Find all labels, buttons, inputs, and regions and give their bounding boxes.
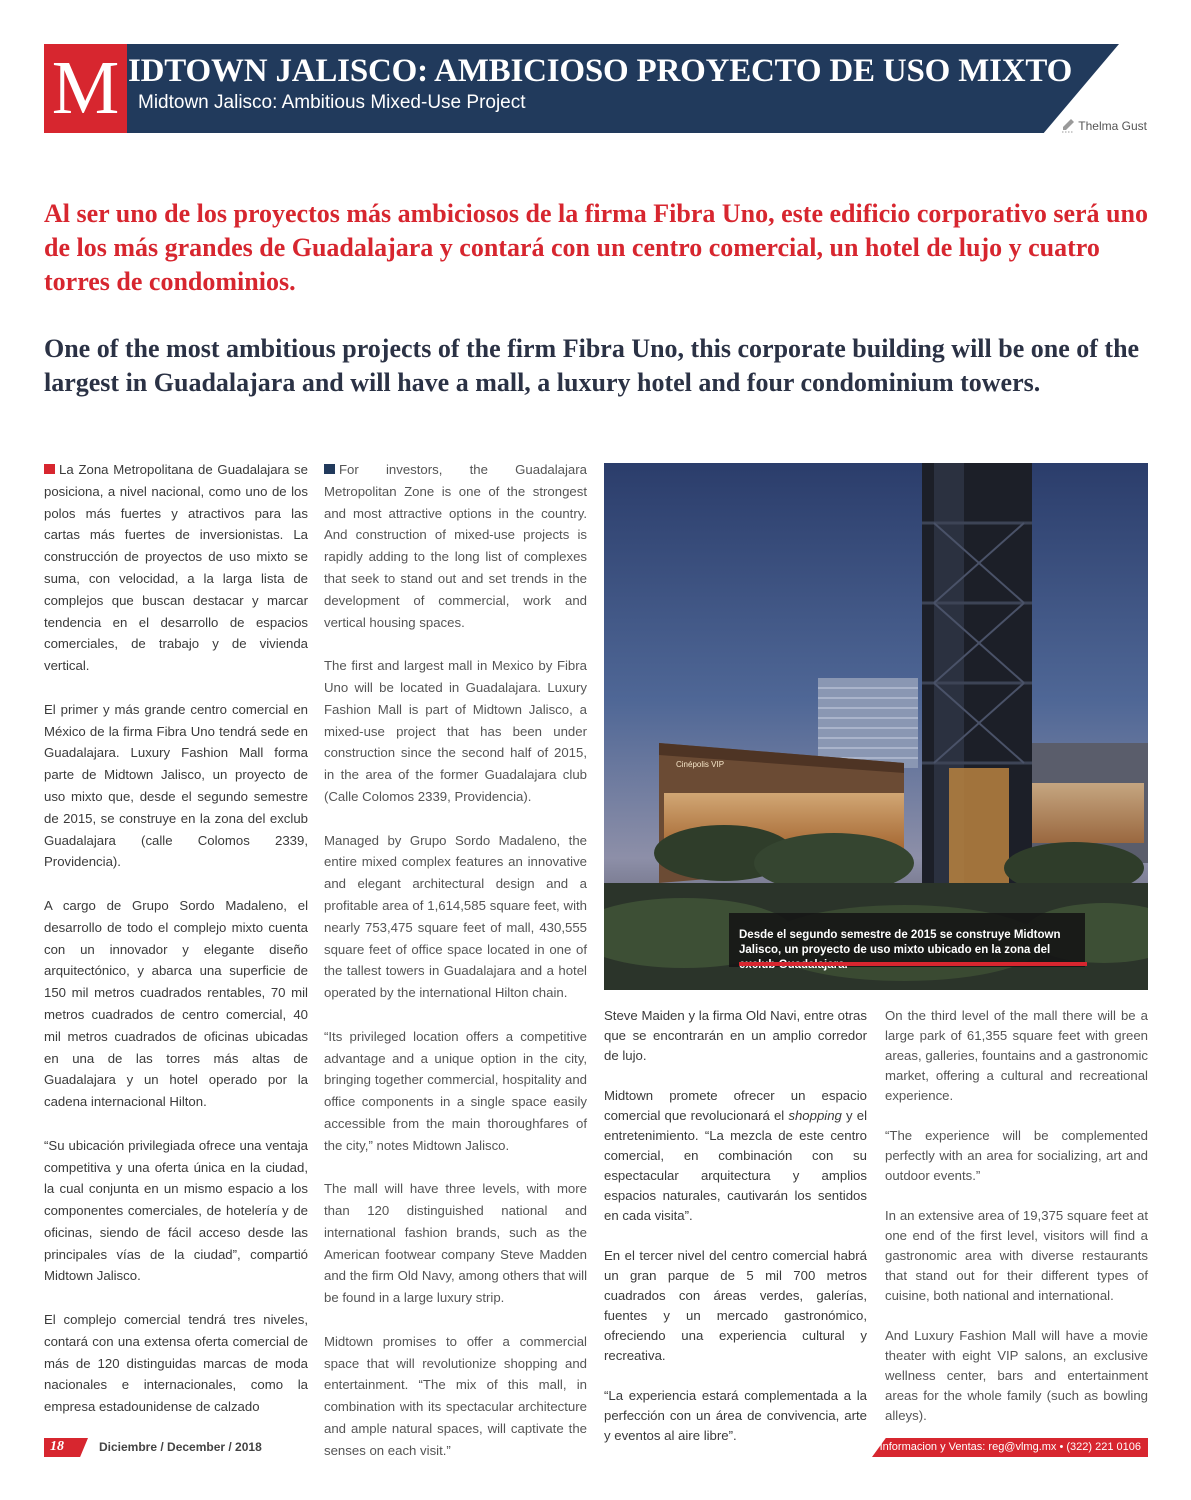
paragraph: On the third level of the mall there will be a large park of 61,355 square feet with green areas, galleries, fountains and a gastronomic market, offering a cultural and recreational experience.: [885, 1008, 1148, 1103]
page-number: 18: [50, 1439, 64, 1454]
photo-caption: Desde el segundo semestre de 2015 se construye Midtown Jalisco, un proyecto de uso mixto ubicado en la zona del: [739, 929, 1061, 956]
paragraph: “Su ubicación privilegiada ofrece una ventaja competitiva y una oferta única en la ciudad, la cual conjunta en un mismo espacio a los componentes comerciales, de hotelería y de oficinas, siendo de fácil acceso desde las principales vías de la ciudad”, compartió Midtown Jalisco.: [44, 1137, 308, 1284]
cinema-sign: Cinépolis VIP: [676, 760, 725, 769]
paragraph: Midtown promete ofrecer un espacio comercial que revolucionará el shopping y el entretenimiento. “La mezcla de este centro comercial, en combinación con su espectacular arquitectura y amplios espacios naturales, cautivarán los sentidos en cada visita”.: [604, 1088, 867, 1223]
navy-square-marker: [324, 464, 335, 474]
pen-icon: [1061, 118, 1075, 134]
paragraph: In an extensive area of 19,375 square feet at one end of the first level, visitors will find a gastronomic area with diverse restaurants that stand out for their different types of cuisine, both national and international.: [885, 1208, 1148, 1303]
issue-date: Diciembre / December / 2018: [99, 1440, 262, 1454]
column-english-continued: [885, 1006, 1148, 1446]
paragraph: Steve Maiden y la firma Old Navi, entre otras que se encontrarán en un amplio corredor de lujo.: [604, 1008, 867, 1063]
paragraph: “La experiencia estará complementada a la perfección con un área de convivencia, arte y eventos al aire libre”.: [604, 1388, 867, 1443]
lead-spanish: Al ser uno de los proyectos más ambiciosos de la firma Fibra Uno, este edificio corporativo será uno de los más grandes de Guadalajara y contará con un centro comercial, un hotel de lujo y cuatro torres de condominios.: [44, 199, 1148, 296]
paragraph: “The experience will be complemented perfectly with an area for socializing, art and outdoor events.”: [885, 1128, 1148, 1183]
paragraph: En el tercer nivel del centro comercial habrá un gran parque de 5 mil 700 metros cuadrados con áreas verdes, galerías, fuentes y un mercado gastronómico, ofreciendo una experiencia cultural y recreativa.: [604, 1248, 867, 1363]
paragraph: Midtown promises to offer a commercial space that will revolutionize shopping and entertainment. “The mix of this mall, in combination with its spectacular architecture and ample natural spaces, will captivate the senses on each visit.”: [324, 1333, 587, 1458]
building-rendering-photo: [604, 463, 1148, 990]
italic-term: shopping: [788, 1108, 842, 1123]
paragraph: A cargo de Grupo Sordo Madaleno, el desarrollo de todo el complejo mixto cuenta con un innovador y elegante diseño arquitectónico, y abarca una superficie de 150 mil metros cuadrados rentables, 70 mil metros cuadrados de centro comercial, 40 mil metros cuadrados de oficinas ubicadas en una de las torres más altas de Guadalajara y un hotel operado por la cadena internacional Hilton.: [44, 897, 308, 1110]
author-byline: [1061, 118, 1147, 134]
paragraph: La Zona Metropolitana de Guadalajara se posiciona, a nivel nacional, como uno de los polos más fuertes y atractivos para las cartas más fuertes de inversionistas. La construcción de proyectos de uso mixto se suma, con velocidad, a la larga lista de complejos que buscan destacar y marcar tendencia en el desarrollo de espacios comerciales, de trabajo y de vivienda vertical.: [44, 462, 308, 674]
paragraph: The mall will have three levels, with more than 120 distinguished national and international fashion brands, such as the American footwear company Steve Madden and the firm Old Navy, among others that will be found in a large luxury strip.: [324, 1181, 587, 1306]
paragraph: The first and largest mall in Mexico by Fibra Uno will be located in Guadalajara. Luxury Fashion Mall is part of Midtown Jalisco, a mixed-use project that has been under construction since the second half of 2015, in the area of the former Guadalajara club (Calle Colomos 2339, Providencia).: [324, 658, 587, 804]
contact-info: Informacion y Ventas: reg@vlmg.mx • (322) 221 0106: [879, 1441, 1141, 1453]
paragraph: And Luxury Fashion Mall will have a movie theater with eight VIP salons, an exclusive wellness center, bars and entertainment areas for the whole family (such as bowling alleys).: [885, 1328, 1148, 1423]
column-english: [324, 459, 587, 1483]
article-subtitle: Midtown Jalisco: Ambitious Mixed-Use Project: [138, 92, 526, 113]
article-title: IDTOWN JALISCO: AMBICIOSO PROYECTO DE USO MIXTO: [128, 53, 1073, 89]
paragraph: Managed by Grupo Sordo Madaleno, the entire mixed complex features an innovative and elegant architectural design and a profitable area of 1,614,585 square feet, with nearly 753,475 square feet of mall, 430,555 square feet of office space located in one of the tallest towers in Guadalajara and a hotel operated by the international Hilton chain.: [324, 832, 587, 1001]
paragraph: For investors, the Guadalajara Metropolitan Zone is one of the strongest and most attractive options in the country. And construction of mixed-use projects is rapidly adding to the long list of complexes that seek to stand out and set trends in the development of commercial, work and vertical housing spaces.: [324, 462, 587, 630]
column-spanish: [44, 459, 308, 1440]
header-initial: M: [44, 44, 127, 133]
column-spanish-continued: [604, 1006, 867, 1466]
paragraph: El primer y más grande centro comercial en México de la firma Fibra Uno tendrá sede en Guadalajara. Luxury Fashion Mall forma parte de Midtown Jalisco, un proyecto de uso mixto que, desde el segundo semestre de 2015, se construye en la zona del exclub Guadalajara (calle Colomos 2339, Providencia).: [44, 701, 308, 870]
red-square-marker: [44, 464, 55, 474]
caption-underline: [739, 962, 1087, 966]
author-name: Thelma Gust: [1078, 119, 1147, 133]
paragraph: El complejo comercial tendrá tres niveles, contará con una extensa oferta comercial de más de 120 distinguidas marcas de moda nacionales e internacionales, como la empresa estadounidense de calzado: [44, 1312, 308, 1415]
lead-english: One of the most ambitious projects of the firm Fibra Uno, this corporate building will be one of the largest in Guadalajara and will have a mall, a luxury hotel and four condominium towers.: [44, 334, 1140, 397]
paragraph: “Its privileged location offers a competitive advantage and a unique option in the city, bringing together commercial, hospitality and office components in a single space easily accessible from the main thoroughfares of the city,” notes Midtown Jalisco.: [324, 1028, 587, 1153]
